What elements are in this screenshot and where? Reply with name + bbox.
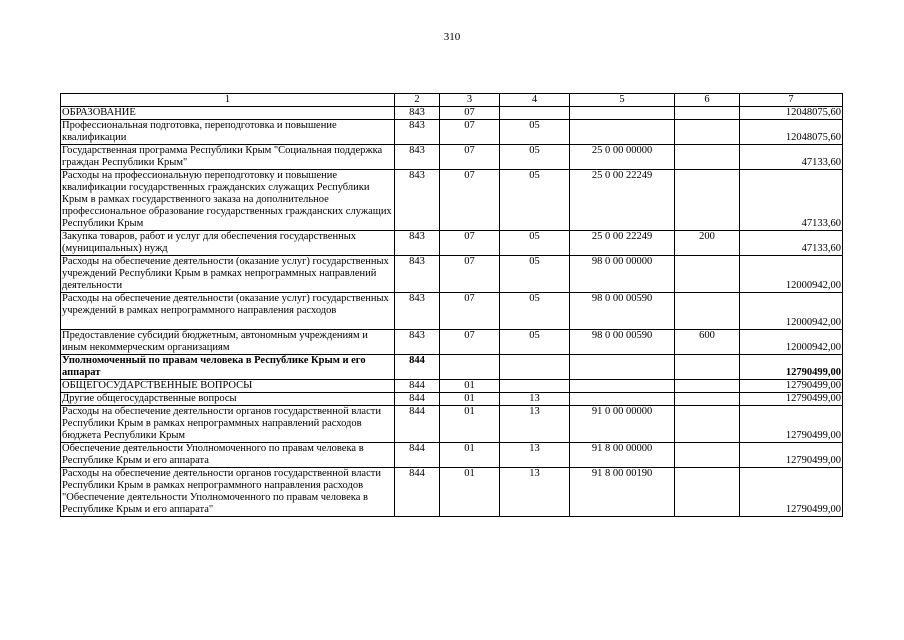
header-cell: 2 — [395, 94, 440, 107]
row-value-cell: 12790499,00 — [740, 468, 843, 517]
row-value-cell: 01 — [440, 393, 500, 406]
row-value-cell: 01 — [440, 468, 500, 517]
row-value-cell: 05 — [500, 170, 570, 231]
row-value-cell: 844 — [395, 443, 440, 468]
row-value-cell — [500, 355, 570, 380]
row-value-cell: 12790499,00 — [740, 355, 843, 380]
budget-table — [60, 93, 843, 517]
table-row — [61, 406, 843, 443]
table-row — [61, 393, 843, 406]
row-value-cell: 05 — [500, 231, 570, 256]
row-name-cell: Расходы на обеспечение деятельности (оказание услуг) государственных учреждений Республики Крым в рамках непрограммных направлений деятельности — [61, 256, 395, 293]
row-value-cell: 12048075,60 — [740, 107, 843, 120]
row-value-cell: 25 0 00 22249 — [570, 231, 675, 256]
header-cell: 3 — [440, 94, 500, 107]
row-value-cell: 05 — [500, 145, 570, 170]
header-cell: 4 — [500, 94, 570, 107]
row-value-cell: 47133,60 — [740, 170, 843, 231]
page-number: 310 — [443, 31, 461, 43]
table-row — [61, 256, 843, 293]
row-name-cell: Расходы на обеспечение деятельности органов государственной власти Республики Крым в рамках непрограммных направлений расходов бюджета Республики Крым — [61, 406, 395, 443]
row-value-cell: 07 — [440, 120, 500, 145]
row-value-cell: 844 — [395, 355, 440, 380]
row-value-cell — [675, 443, 740, 468]
row-name-cell: Расходы на обеспечение деятельности органов государственной власти Республики Крым в рамках непрограммного направления расходов "Обеспечение деятельности Уполномоченного по правам человека в Республике Крым и его аппарата" — [61, 468, 395, 517]
row-value-cell — [570, 393, 675, 406]
table-row — [61, 107, 843, 120]
row-name-cell: Государственная программа Республики Крым "Социальная поддержка граждан Республики Крым" — [61, 145, 395, 170]
table-row — [61, 231, 843, 256]
row-value-cell: 01 — [440, 380, 500, 393]
row-value-cell: 07 — [440, 145, 500, 170]
row-value-cell: 12000942,00 — [740, 293, 843, 330]
row-value-cell — [500, 107, 570, 120]
row-value-cell: 07 — [440, 256, 500, 293]
row-value-cell: 05 — [500, 330, 570, 355]
row-value-cell: 844 — [395, 393, 440, 406]
row-name-cell: Другие общегосударственные вопросы — [61, 393, 395, 406]
header-cell: 7 — [740, 94, 843, 107]
row-value-cell: 47133,60 — [740, 145, 843, 170]
row-value-cell — [440, 355, 500, 380]
row-value-cell — [570, 120, 675, 145]
row-name-cell: Обеспечение деятельности Уполномоченного по правам человека в Республике Крым и его аппарата — [61, 443, 395, 468]
row-value-cell: 05 — [500, 120, 570, 145]
table-row — [61, 443, 843, 468]
table-row — [61, 355, 843, 380]
row-value-cell — [570, 380, 675, 393]
row-value-cell: 91 8 00 00000 — [570, 443, 675, 468]
row-value-cell: 12000942,00 — [740, 330, 843, 355]
row-value-cell: 843 — [395, 231, 440, 256]
row-value-cell: 600 — [675, 330, 740, 355]
row-value-cell: 07 — [440, 170, 500, 231]
row-value-cell: 91 8 00 00190 — [570, 468, 675, 517]
row-value-cell: 13 — [500, 443, 570, 468]
header-cell: 6 — [675, 94, 740, 107]
table-row — [61, 468, 843, 517]
table-row — [61, 145, 843, 170]
row-name-cell: Предоставление субсидий бюджетным, автономным учреждениям и иным некоммерческим организациям — [61, 330, 395, 355]
header-cell: 5 — [570, 94, 675, 107]
row-name-cell: ОБРАЗОВАНИЕ — [61, 107, 395, 120]
row-name-cell: Закупка товаров, работ и услуг для обеспечения государственных (муниципальных) нужд — [61, 231, 395, 256]
row-value-cell: 200 — [675, 231, 740, 256]
row-value-cell — [675, 120, 740, 145]
row-value-cell — [675, 406, 740, 443]
row-value-cell: 12790499,00 — [740, 393, 843, 406]
row-value-cell: 05 — [500, 256, 570, 293]
row-value-cell: 01 — [440, 406, 500, 443]
row-value-cell: 844 — [395, 406, 440, 443]
table-row — [61, 380, 843, 393]
row-value-cell: 844 — [395, 468, 440, 517]
row-value-cell: 98 0 00 00000 — [570, 256, 675, 293]
row-value-cell: 12790499,00 — [740, 406, 843, 443]
table-row — [61, 330, 843, 355]
row-value-cell — [675, 380, 740, 393]
row-value-cell — [675, 107, 740, 120]
row-value-cell: 13 — [500, 393, 570, 406]
header-cell: 1 — [61, 94, 395, 107]
row-value-cell: 25 0 00 22249 — [570, 170, 675, 231]
row-value-cell: 47133,60 — [740, 231, 843, 256]
row-value-cell: 12790499,00 — [740, 443, 843, 468]
row-value-cell: 01 — [440, 443, 500, 468]
row-value-cell: 07 — [440, 293, 500, 330]
row-value-cell: 843 — [395, 330, 440, 355]
row-value-cell: 25 0 00 00000 — [570, 145, 675, 170]
row-value-cell: 12790499,00 — [740, 380, 843, 393]
row-value-cell — [675, 393, 740, 406]
row-name-cell: Профессиональная подготовка, переподготовка и повышение квалификации — [61, 120, 395, 145]
row-value-cell — [675, 256, 740, 293]
row-name-cell: Расходы на обеспечение деятельности (оказание услуг) государственных учреждений в рамках непрограммного направления расходов — [61, 293, 395, 330]
row-value-cell — [675, 170, 740, 231]
row-value-cell: 07 — [440, 330, 500, 355]
row-value-cell: 13 — [500, 406, 570, 443]
row-value-cell: 843 — [395, 120, 440, 145]
row-value-cell: 07 — [440, 107, 500, 120]
row-value-cell — [675, 468, 740, 517]
row-value-cell: 844 — [395, 380, 440, 393]
row-name-cell: Расходы на профессиональную переподготовку и повышение квалификации государственных гражданских служащих Республики Крым в рамках государственного заказа на дополнительное профессиональное образование государственных гражданских служащих Республики Крым — [61, 170, 395, 231]
row-value-cell: 07 — [440, 231, 500, 256]
row-value-cell — [570, 355, 675, 380]
row-value-cell: 12000942,00 — [740, 256, 843, 293]
row-value-cell: 843 — [395, 170, 440, 231]
header-row — [61, 94, 843, 107]
row-value-cell: 13 — [500, 468, 570, 517]
row-name-cell: ОБЩЕГОСУДАРСТВЕННЫЕ ВОПРОСЫ — [61, 380, 395, 393]
row-value-cell: 843 — [395, 293, 440, 330]
row-name-cell: Уполномоченный по правам человека в Республике Крым и его аппарат — [61, 355, 395, 380]
row-value-cell — [675, 293, 740, 330]
row-value-cell: 98 0 00 00590 — [570, 330, 675, 355]
row-value-cell: 98 0 00 00590 — [570, 293, 675, 330]
row-value-cell — [500, 380, 570, 393]
row-value-cell: 12048075,60 — [740, 120, 843, 145]
row-value-cell: 843 — [395, 145, 440, 170]
row-value-cell: 91 0 00 00000 — [570, 406, 675, 443]
row-value-cell: 05 — [500, 293, 570, 330]
row-value-cell: 843 — [395, 256, 440, 293]
row-value-cell — [570, 107, 675, 120]
row-value-cell — [675, 145, 740, 170]
table-row — [61, 170, 843, 231]
row-value-cell: 843 — [395, 107, 440, 120]
table-row — [61, 293, 843, 330]
table-row — [61, 120, 843, 145]
row-value-cell — [675, 355, 740, 380]
